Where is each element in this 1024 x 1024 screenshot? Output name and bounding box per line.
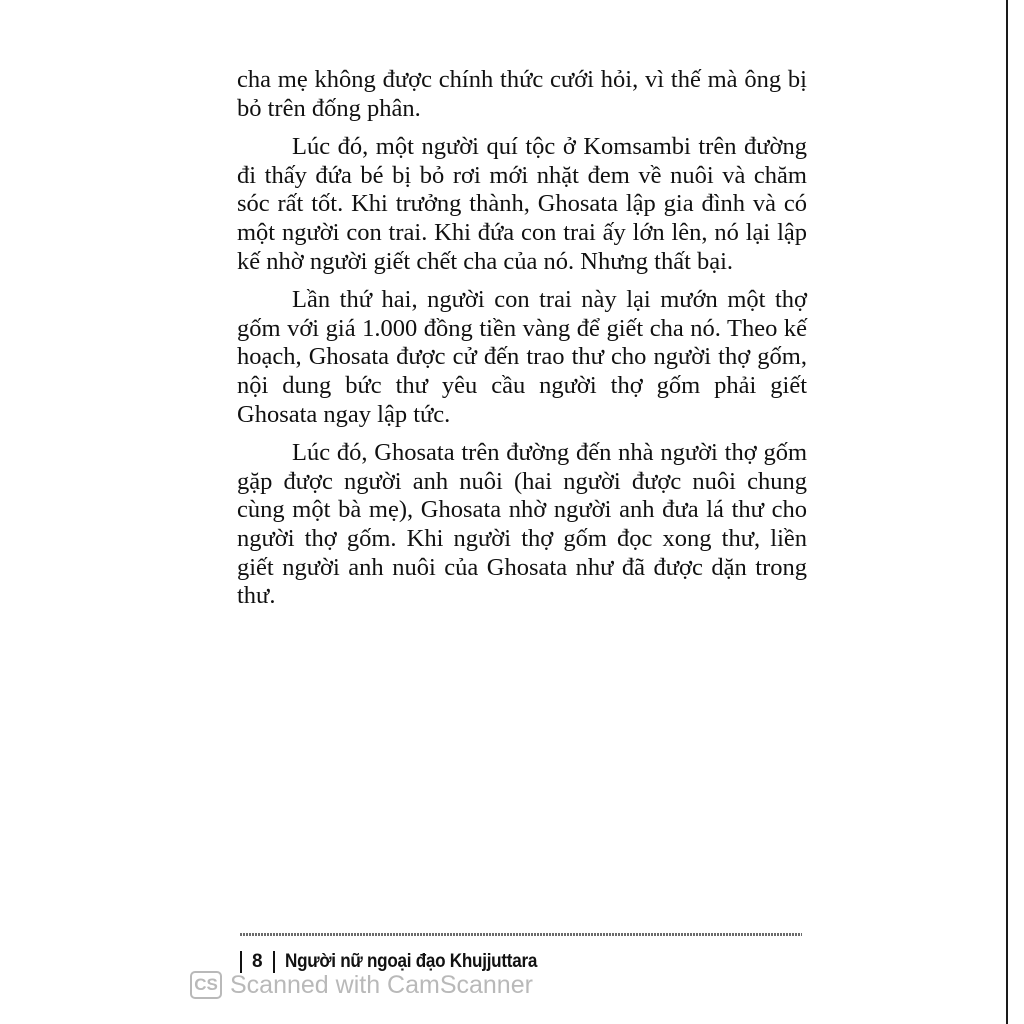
paragraph-3: Lần thứ hai, người con trai này lại mướn một thợ gốm với giá 1.000 đồng tiền vàng để giết cha nó. Theo kế hoạch, Ghosata được cử đến trao thư cho người thợ gốm, nội dung bức thư yêu cầu người thợ gốm phải giết Ghosata ngay lập tức. [237, 286, 807, 428]
camscanner-logo-icon: CS [190, 971, 222, 999]
footer-divider [240, 933, 802, 936]
camscanner-watermark [190, 968, 533, 1002]
page-number: 8 [252, 951, 263, 972]
watermark-text: Scanned with CamScanner [230, 970, 533, 999]
body-text [237, 66, 807, 611]
paragraph-1: cha mẹ không được chính thức cưới hỏi, vì thế mà ông bị bỏ trên đống phân. [237, 66, 807, 122]
paragraph-2: Lúc đó, một người quí tộc ở Komsambi trên đường đi thấy đứa bé bị bỏ rơi mới nhặt đem về nuôi và chăm sóc rất tốt. Khi trưởng thành, Ghosata lập gia đình và có một người con trai. Khi đứa con trai ấy lớn lên, nó lại lập kế nhờ người giết chết cha của nó. Nhưng thất bại. [237, 133, 807, 275]
paragraph-4: Lúc đó, Ghosata trên đường đến nhà người thợ gốm gặp được người anh nuôi (hai người được nuôi chung cùng một bà mẹ), Ghosata nhờ người anh đưa lá thư cho người thợ gốm. Khi người thợ gốm đọc xong thư, liền giết người anh nuôi của Ghosata như đã được dặn trong thư. [237, 439, 807, 610]
page-edge-line [1006, 0, 1008, 1024]
book-title: Người nữ ngoại đạo Khujjuttara [284, 951, 537, 972]
